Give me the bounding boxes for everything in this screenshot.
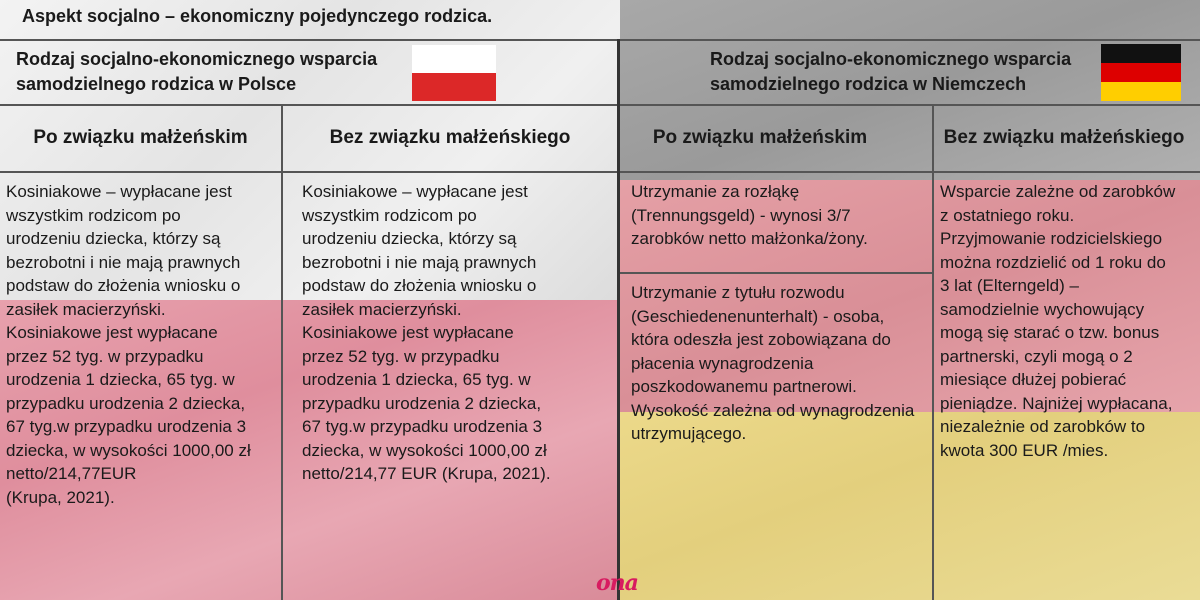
germany-heading-line1: Rodzaj socjalno-ekonomicznego wsparcia xyxy=(710,49,1072,69)
text-line: z ostatniego roku. xyxy=(940,205,1075,225)
germany-heading-line2: samodzielnego rodzica w Niemczech xyxy=(710,74,1027,94)
text-line: urodzenia 1 dziecka, 65 tyg. w xyxy=(6,370,235,389)
germany-heading xyxy=(710,47,1071,97)
text-line: Utrzymanie z tytułu rozwodu xyxy=(631,283,845,302)
poland-flag-white xyxy=(412,45,496,73)
divider-under-heading xyxy=(0,104,1200,106)
germany-col-unmarried-header: Bez związku małżeńskiego xyxy=(943,127,1185,148)
poland-flag-red xyxy=(412,73,496,101)
text-line: dziecka, w wysokości 1000,00 zł xyxy=(6,440,251,460)
divider-under-columns xyxy=(0,171,1200,173)
germany-married-text-divorce xyxy=(631,281,914,446)
text-line: (Trennungsgeld) - wynosi 3/7 xyxy=(631,205,851,225)
divider-germany-columns xyxy=(932,104,934,600)
text-line: netto/214,77 EUR (Krupa, 2021). xyxy=(302,464,551,483)
divider-germany-married xyxy=(620,272,932,274)
divider-poland-columns xyxy=(281,104,283,600)
poland-unmarried-text xyxy=(302,180,551,486)
text-line: bezrobotni i nie mają prawnych xyxy=(302,252,537,272)
text-line: zarobków netto małżonka/żony. xyxy=(631,229,868,248)
divider-country xyxy=(617,39,620,600)
text-line: przypadku urodzenia 2 dziecka, xyxy=(302,393,542,413)
text-line: Utrzymanie za rozłąkę xyxy=(631,182,800,201)
text-line: samodzielnie wychowujący xyxy=(940,299,1145,319)
poland-col-married-header: Po związku małżeńskim xyxy=(33,127,248,148)
text-line: Wysokość zależna od wynagrodzenia xyxy=(631,400,915,420)
text-line: (Krupa, 2021). xyxy=(6,487,115,507)
germany-flag-icon xyxy=(1101,44,1181,101)
germany-flag-black xyxy=(1101,44,1181,63)
text-line: zasiłek macierzyński. xyxy=(6,299,166,319)
text-line: można rozdzielić od 1 roku do xyxy=(940,252,1166,272)
text-line: poszkodowanemu partnerowi. xyxy=(631,377,857,396)
poland-heading-line1: Rodzaj socjalno-ekonomicznego wsparcia xyxy=(16,49,378,69)
text-line: przez 52 tyg. w przypadku xyxy=(302,346,500,366)
text-line: podstaw do złożenia wniosku o xyxy=(6,276,241,295)
germany-unmarried-text xyxy=(940,180,1175,462)
poland-col-unmarried-header: Bez związku małżeńskiego xyxy=(329,127,571,148)
text-line: przypadku urodzenia 2 dziecka, xyxy=(6,393,246,413)
text-line: urodzeniu dziecka, którzy są xyxy=(302,229,517,248)
text-line: urodzeniu dziecka, którzy są xyxy=(6,229,221,248)
text-line: pieniądze. Najniżej wypłacana, xyxy=(940,393,1173,413)
germany-married-text-separation xyxy=(631,180,868,251)
text-line: 67 tyg.w przypadku urodzenia 3 xyxy=(6,417,247,436)
text-line: zasiłek macierzyński. xyxy=(302,299,462,319)
text-line: urodzenia 1 dziecka, 65 tyg. w xyxy=(302,370,531,389)
text-line: Kosiniakowe – wypłacane jest xyxy=(6,182,232,201)
germany-col-married-header: Po związku małżeńskim xyxy=(652,127,868,148)
text-line: płacenia wynagrodzenia xyxy=(631,353,814,373)
text-line: kwota 300 EUR /mies. xyxy=(940,440,1109,460)
text-line: podstaw do złożenia wniosku o xyxy=(302,276,537,295)
text-line: mogą się starać o tzw. bonus xyxy=(940,323,1160,342)
text-line: netto/214,77EUR xyxy=(6,464,137,483)
text-line: (Geschiedenenunterhalt) - osoba, xyxy=(631,306,885,326)
text-line: wszystkim rodzicom po xyxy=(6,205,181,225)
text-line: wszystkim rodzicom po xyxy=(302,205,477,225)
text-line: przez 52 tyg. w przypadku xyxy=(6,346,204,366)
text-line: utrzymującego. xyxy=(631,424,747,443)
poland-heading-line2: samodzielnego rodzica w Polsce xyxy=(16,74,297,94)
text-line: Kosiniakowe jest wypłacane xyxy=(6,323,218,342)
germany-flag-gold xyxy=(1101,82,1181,101)
page-title: Aspekt socjalno – ekonomiczny pojedynczego rodzica. xyxy=(22,6,493,26)
divider-under-title xyxy=(0,39,1200,41)
poland-married-text xyxy=(6,180,251,509)
text-line: która odeszła jest zobowiązana do xyxy=(631,330,891,349)
poland-heading xyxy=(16,47,377,97)
text-line: Kosiniakowe – wypłacane jest xyxy=(302,182,528,201)
text-line: Kosiniakowe jest wypłacane xyxy=(302,323,514,342)
text-line: miesiące dłużej pobierać xyxy=(940,370,1127,389)
text-line: Wsparcie zależne od zarobków xyxy=(940,182,1176,201)
text-line: 3 lat (Elterngeld) – xyxy=(940,276,1079,295)
text-line: Przyjmowanie rodzicielskiego xyxy=(940,229,1163,248)
text-line: niezależnie od zarobków to xyxy=(940,417,1146,436)
text-line: partnerski, czyli mogą o 2 xyxy=(940,346,1133,366)
germany-flag-red xyxy=(1101,63,1181,82)
text-line: bezrobotni i nie mają prawnych xyxy=(6,252,241,272)
poland-flag-icon xyxy=(412,45,496,101)
brand-logo: ona xyxy=(596,570,638,596)
text-line: 67 tyg.w przypadku urodzenia 3 xyxy=(302,417,543,436)
text-line: dziecka, w wysokości 1000,00 zł xyxy=(302,440,547,460)
